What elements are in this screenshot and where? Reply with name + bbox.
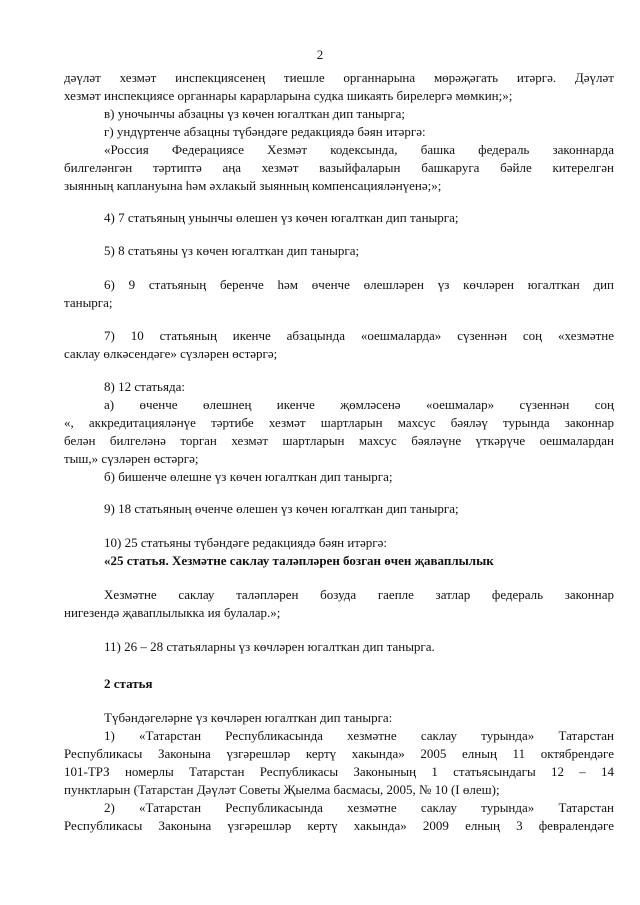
text-line: саклау өлкәсендәге» сүзләрен өстәргә; bbox=[64, 346, 278, 361]
article-heading-quoted bbox=[64, 552, 614, 570]
text-line: Республикасы Законына үзгәрешләр кертү хакында» 2009 елның 3 февралендәге bbox=[64, 818, 614, 833]
text-line: хезмәт инспекциясе органнары карарларына судка шикаять бирелергә мөмкин;»; bbox=[64, 88, 513, 103]
text-line: Республикасы Законына үзгәрешләр кертү хакында» 2005 елның 11 октябрендәге bbox=[64, 746, 614, 761]
text-line: 101-ТРЗ номерлы Татарстан Республикасы Законының 1 статьясындагы 12 – 14 bbox=[64, 764, 614, 779]
text-line: «25 статья. Хезмәтне саклау таләпләрен бозган өчен җаваплылык bbox=[104, 553, 494, 568]
text-line: «Россия Федерациясе Хезмәт кодексында, башка федераль законнарда bbox=[104, 142, 614, 157]
text-line: тыш,» сүзләрен өстәргә; bbox=[64, 451, 199, 466]
text-line: нигезендә җаваплылыкка ия булалар.»; bbox=[64, 605, 281, 620]
text-line: 2) «Татарстан Республикасында хезмәтне саклау турында» Татарстан bbox=[104, 800, 614, 815]
text-line: 7) 10 статьяның икенче абзацында «оешмаларда» сүзеннән соң «хезмәтне bbox=[104, 328, 614, 343]
text-line: г) ундүртенче абзацны түбәндәге редакциядә бәян итәргә: bbox=[104, 124, 426, 139]
text-line: в) уночынчы абзацны үз көчен югалткан дип танырга; bbox=[104, 106, 405, 121]
text-line: билгеләнгән тәртиптә аңа хезмәт вазыйфаларын башкаруга бәйле китерелгән bbox=[64, 160, 614, 175]
text-line: белән билгеләнә торган хезмәт шартларын махсус бәяләүне үткәрүче оешмалардан bbox=[64, 433, 614, 448]
text-line: 8) 12 статьяда: bbox=[104, 379, 185, 394]
text-line: танырга; bbox=[64, 295, 113, 310]
text-line: 11) 26 – 28 статьяларны үз көчләрен югалткан дип танырга. bbox=[104, 639, 435, 654]
text-line: пунктларын (Татарстан Дәүләт Советы Җыелма басмасы, 2005, № 10 (I өлеш); bbox=[64, 782, 500, 797]
text-line: дәүләт хезмәт инспекциясенең тиешле органнарына мөрәҗәгать итәргә. Дәүләт bbox=[64, 70, 614, 85]
text-line: зыянның каплануына һәм әхлакый зыянның компенсацияләнүенә;»; bbox=[64, 178, 442, 193]
text-line: а) өченче өлешнең икенче җөмләсенә «оешмалар» сүзеннән соң bbox=[104, 397, 614, 412]
text-line: 6) 9 статьяның беренче һәм өченче өлешләрен үз көчләрен югалткан дип bbox=[104, 277, 614, 292]
page-number: 2 bbox=[316, 47, 324, 62]
text-line: «, аккредитацияләнүе тәртибе хезмәт шартларын махсус бәяләү турында законнар bbox=[64, 415, 614, 430]
text-line: 5) 8 статьяны үз көчен югалткан дип танырга; bbox=[104, 243, 360, 258]
text-line: 1) «Татарстан Республикасында хезмәтне саклау турында» Татарстан bbox=[104, 728, 614, 743]
text-line: 9) 18 статьяның өченче өлешен үз көчен югалткан дип танырга; bbox=[104, 501, 459, 516]
text-line: Хезмәтне саклау таләпләрен бозуда гаепле затлар федераль законнар bbox=[104, 587, 614, 602]
article-heading: 2 статья bbox=[104, 676, 153, 691]
text-line: 4) 7 статьяның унынчы өлешен үз көчен югалткан дип танырга; bbox=[104, 210, 459, 225]
text-line: б) бишенче өлешне үз көчен югалткан дип танырга; bbox=[104, 469, 393, 484]
text-line: 10) 25 статьяны түбәндәге редакциядә бәян итәргә: bbox=[104, 535, 388, 550]
text-line: Түбәндәгеләрне үз көчләрен югалткан дип танырга: bbox=[104, 710, 393, 725]
